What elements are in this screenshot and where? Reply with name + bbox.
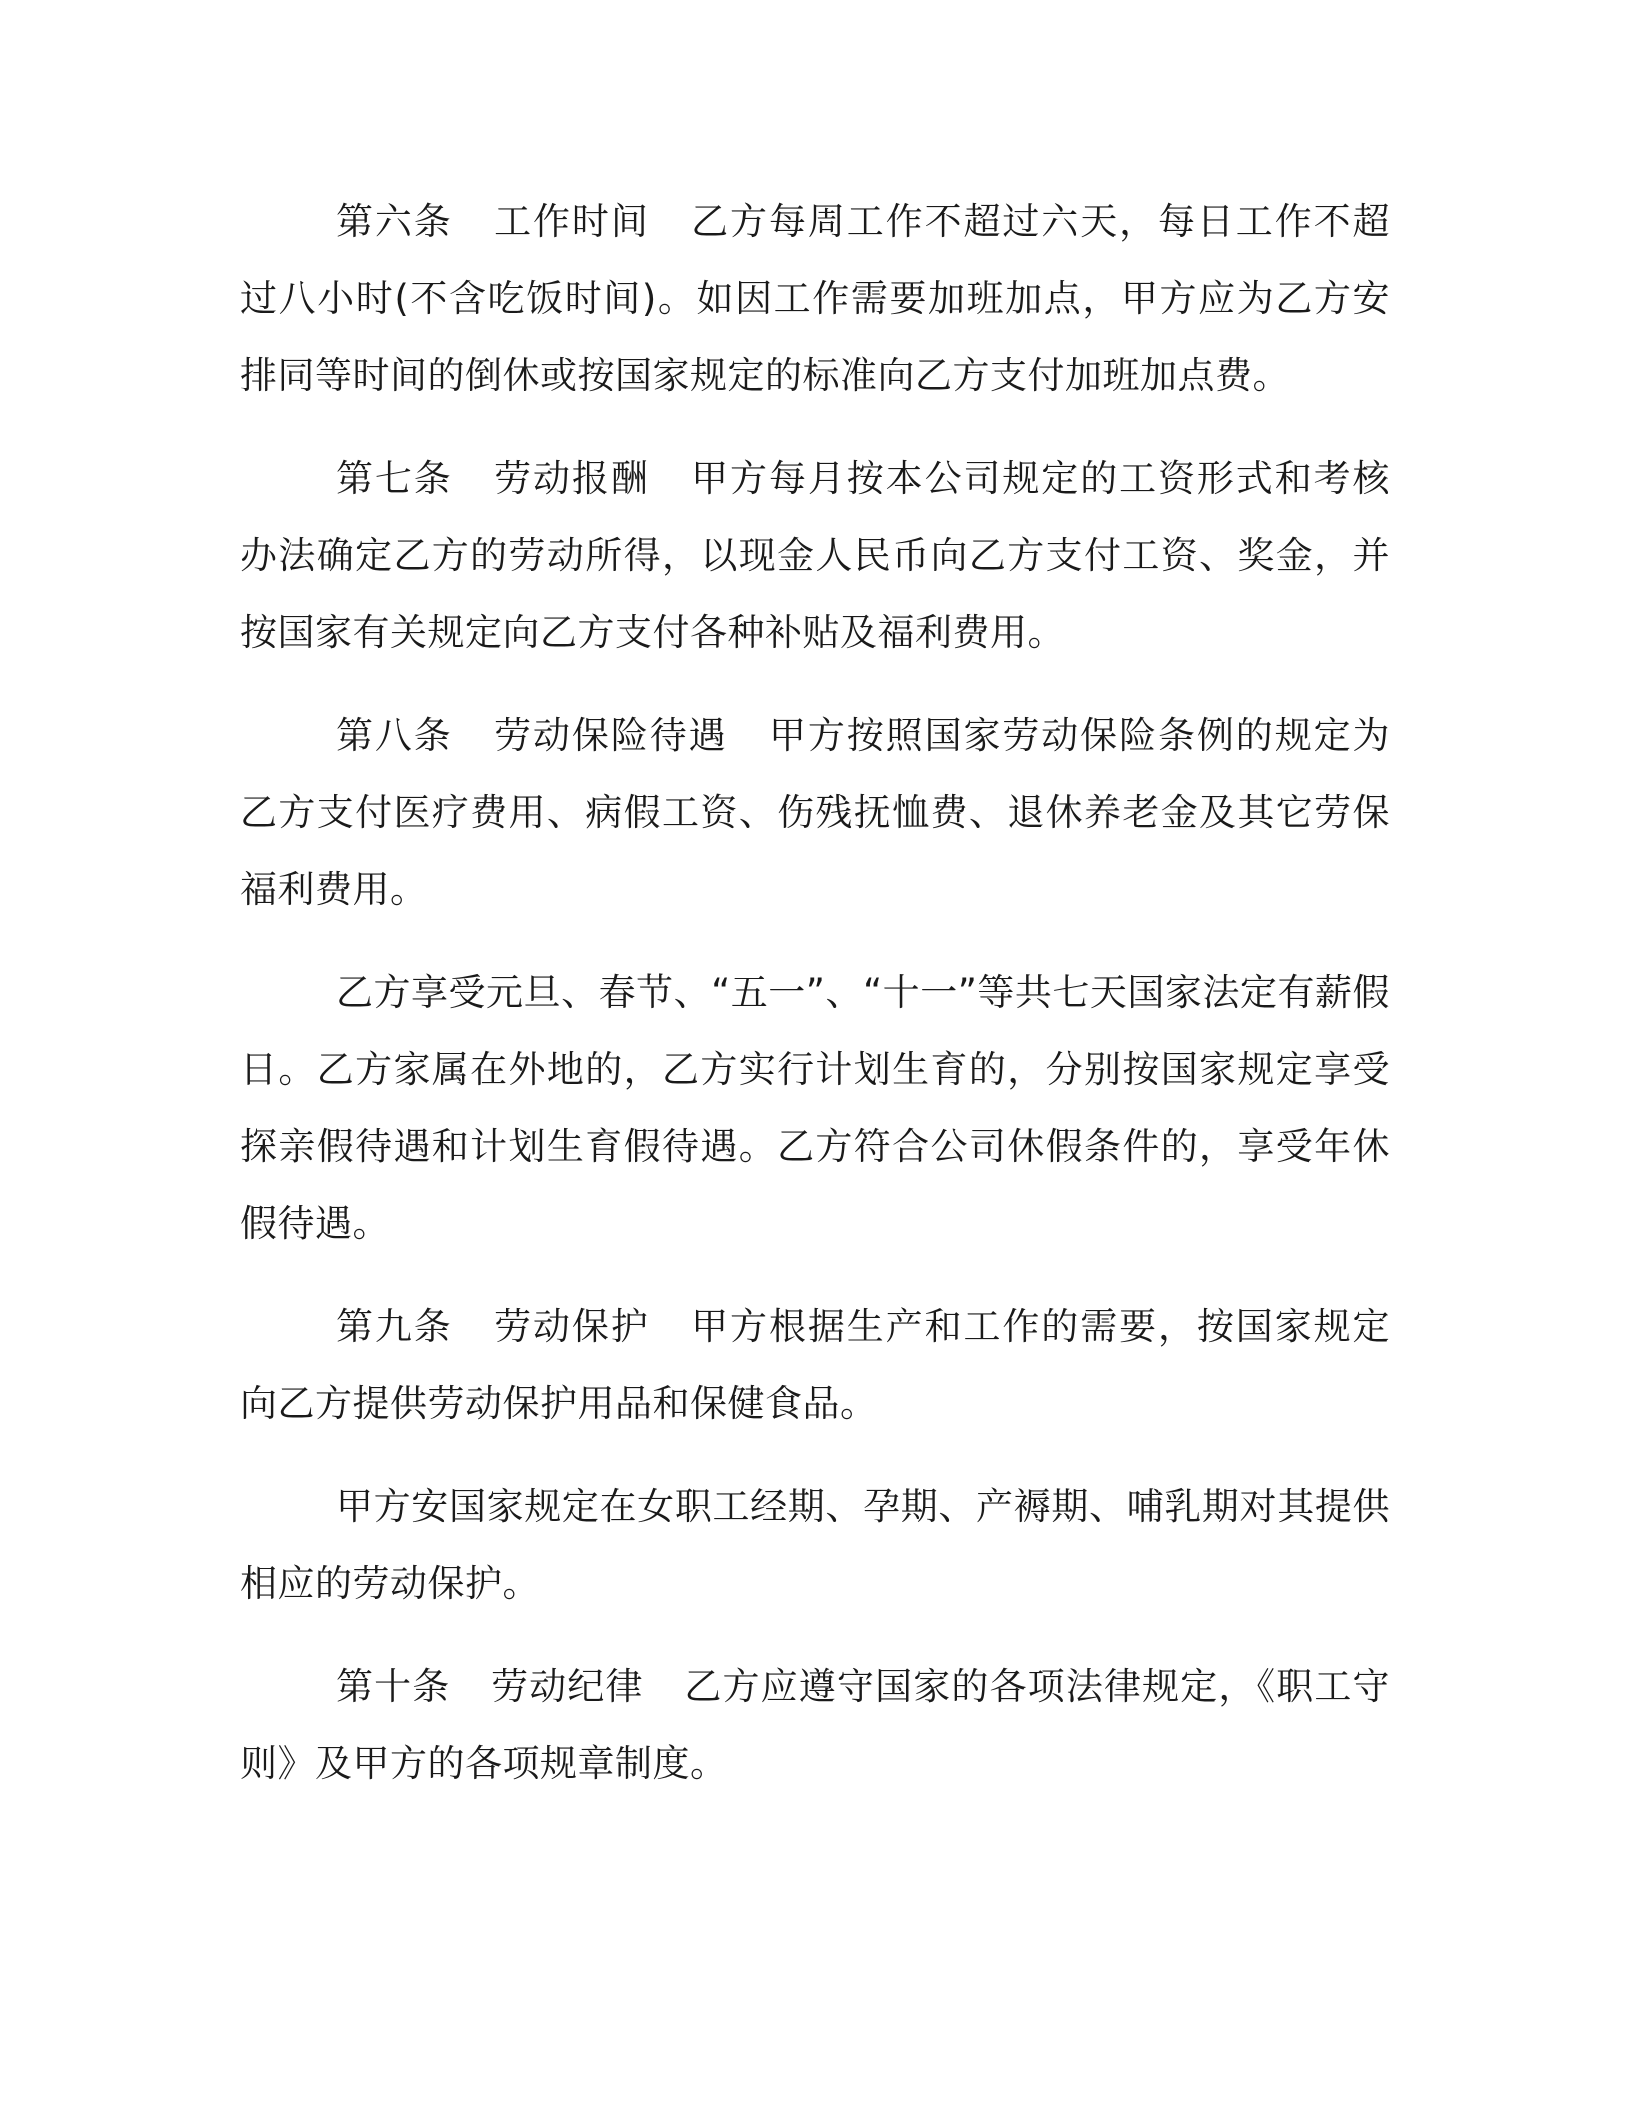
article-8-paragraph — [240, 697, 1390, 928]
document-body — [240, 183, 1390, 1802]
article-text: 甲方根据生产和工作的需要，按国家规定向乙方提供劳动保护用品和保健食品。 — [240, 1305, 1391, 1425]
holiday-paragraph — [240, 954, 1390, 1262]
article-heading: 劳动保护 — [492, 1305, 650, 1348]
article-heading: 工作时间 — [492, 200, 650, 243]
article-number: 第九条 — [336, 1305, 453, 1348]
article-heading: 劳动报酬 — [492, 457, 650, 500]
article-heading: 劳动保险待遇 — [492, 714, 728, 757]
article-6-paragraph — [240, 183, 1390, 414]
article-number: 第十条 — [336, 1665, 451, 1708]
article-text: 甲方按照国家劳动保险条例的规定为乙方支付医疗费用、病假工资、伤残抚恤费、退休养老金及其它劳保福利费用。 — [240, 714, 1391, 911]
article-text: 乙方每周工作不超过六天，每日工作不超过八小时(不含吃饭时间)。如因工作需要加班加点，甲方应为乙方安排同等时间的倒休或按国家规定的标准向乙方支付加班加点费。 — [240, 200, 1391, 397]
article-number: 第八条 — [336, 714, 453, 757]
paragraph-text: 乙方享受元旦、春节、“五一”、“十一”等共七天国家法定有薪假日。乙方家属在外地的，乙方实行计划生育的，分别按国家规定享受探亲假待遇和计划生育假待遇。乙方符合公司休假条件的，享受年休假待遇。 — [240, 971, 1390, 1245]
article-9-paragraph — [240, 1288, 1390, 1442]
article-7-paragraph — [240, 440, 1390, 671]
female-protection-paragraph — [240, 1468, 1390, 1622]
article-text: 乙方应遵守国家的各项法律规定，《职工守则》及甲方的各项规章制度。 — [240, 1665, 1391, 1785]
article-number: 第七条 — [336, 457, 453, 500]
article-number: 第六条 — [336, 200, 453, 243]
article-10-paragraph — [240, 1648, 1390, 1802]
paragraph-text: 甲方安国家规定在女职工经期、孕期、产褥期、哺乳期对其提供相应的劳动保护。 — [240, 1485, 1390, 1605]
article-text: 甲方每月按本公司规定的工资形式和考核办法确定乙方的劳动所得，以现金人民币向乙方支付工资、奖金，并按国家有关规定向乙方支付各种补贴及福利费用。 — [240, 457, 1391, 654]
article-heading: 劳动纪律 — [490, 1665, 644, 1708]
